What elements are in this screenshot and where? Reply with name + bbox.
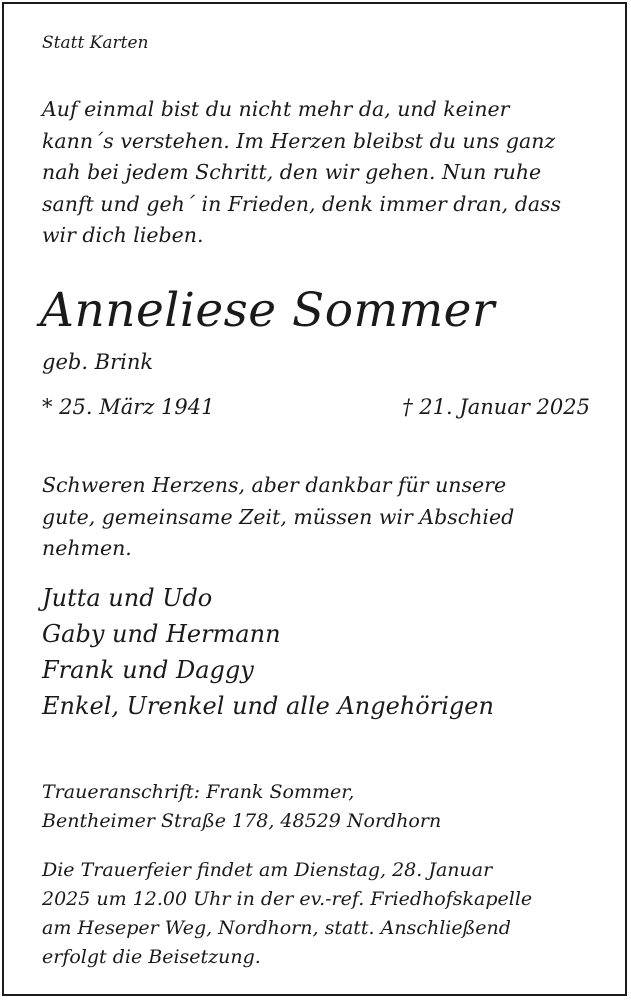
mourning-address	[42, 778, 441, 836]
death-date: † 21. Januar 2025	[402, 395, 590, 419]
service-line: am Heseper Weg, Nordhorn, statt. Anschließend	[42, 917, 511, 939]
poem	[42, 94, 561, 252]
poem-line: sanft und geh´ in Frieden, denk immer dran, dass	[42, 191, 562, 216]
mourner-line: Gaby und Hermann	[42, 620, 281, 648]
poem-line: wir dich lieben.	[42, 223, 204, 247]
farewell-message	[42, 470, 514, 565]
service-details	[42, 856, 532, 972]
poem-line: kann´s verstehen. Im Herzen bleibst du uns ganz	[42, 128, 556, 153]
header-label: Statt Karten	[42, 33, 149, 53]
deceased-name: Anneliese Sommer	[40, 283, 495, 338]
message-line: gute, gemeinsame Zeit, müssen wir Abschied	[42, 504, 515, 529]
service-line: 2025 um 12.00 Uhr in der ev.-ref. Friedhofskapelle	[42, 888, 533, 910]
birth-date: * 25. März 1941	[42, 395, 215, 419]
message-line: Schweren Herzens, aber dankbar für unsere	[42, 473, 507, 497]
service-line: erfolgt die Beisetzung.	[42, 946, 261, 968]
service-line: Die Trauerfeier findet am Dienstag, 28. Januar	[42, 859, 493, 881]
mourners-list	[42, 580, 494, 724]
maiden-name: geb. Brink	[42, 350, 154, 374]
message-line: nehmen.	[42, 536, 132, 560]
mourner-line: Frank und Daggy	[42, 656, 254, 684]
poem-line: Auf einmal bist du nicht mehr da, und keiner	[42, 97, 510, 121]
poem-line: nah bei jedem Schritt, den wir gehen. Nun ruhe	[42, 160, 542, 184]
address-line: Bentheimer Straße 178, 48529 Nordhorn	[42, 810, 442, 832]
mourner-line: Enkel, Urenkel und alle Angehörigen	[42, 692, 494, 720]
address-line: Traueranschrift: Frank Sommer,	[42, 781, 355, 803]
mourner-line: Jutta und Udo	[42, 584, 213, 612]
